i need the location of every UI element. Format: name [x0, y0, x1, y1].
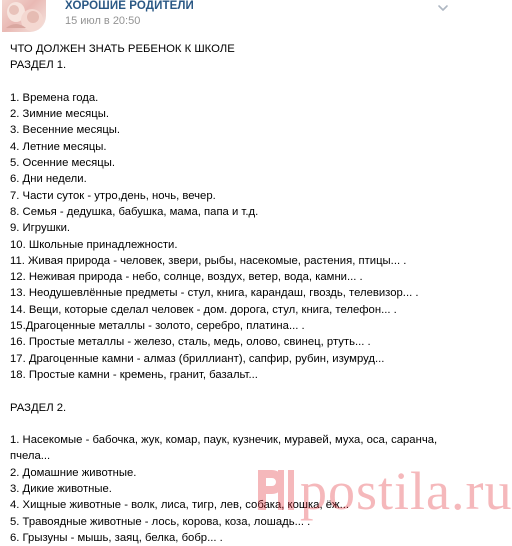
post-text-line: 14. Вещи, которые сделал человек - дом. дорога, стул, книга, телефон... . — [10, 303, 397, 316]
post-text-line: 11. Живая природа - человек, звери, рыбы, насекомые, растения, птицы... . — [10, 254, 407, 267]
post-text-line: 16. Простые металлы - железо, сталь, медь, олово, свинец, ртуть... . — [10, 336, 371, 349]
avatar[interactable] — [2, 0, 46, 32]
post-text-line: 8. Семья - дедушка, бабушка, мама, папа и т.д. — [10, 205, 259, 218]
more-button[interactable] — [432, 2, 454, 16]
post-author-link[interactable]: ХОРОШИЕ РОДИТЕЛИ — [65, 0, 194, 12]
blank-line — [10, 74, 458, 90]
post-text-line: 7. Части суток - утро,день, ночь, вечер. — [10, 189, 216, 202]
post-text-line: пчела... — [10, 450, 51, 463]
post-text-line: 2. Зимние месяцы. — [10, 108, 109, 121]
post-text-line: 9. Игрушки. — [10, 222, 71, 235]
post-text-line: 3. Дикие животные. — [10, 483, 112, 496]
chevron-down-icon — [432, 2, 454, 16]
post-text-line: 2. Домашние животные. — [10, 466, 137, 479]
post-text-line: 4. Летние месяцы. — [10, 140, 107, 153]
post-text-line: 18. Простые камни - кремень, гранит, базальт... — [10, 368, 258, 381]
post-text-line: 5. Травоядные животные - лось, корова, коза, лошадь... . — [10, 515, 311, 528]
post-text-line: 3. Весенние месяцы. — [10, 124, 121, 137]
post-text-line: ЧТО ДОЛЖЕН ЗНАТЬ РЕБЕНОК К ШКОЛЕ — [10, 43, 235, 55]
post-text-line: 4. Хищные животные - волк, лиса, тигр, лев, собака, кошка, ёж... — [10, 499, 349, 512]
post-text-line: 1. Насекомые - бабочка, жук, комар, паук, кузнечик, муравей, муха, оса, саранча, — [10, 434, 438, 447]
post-text-line: 5. Осенние месяцы. — [10, 157, 116, 170]
blank-line — [10, 383, 458, 399]
post-date[interactable]: 15 июл в 20:50 — [65, 15, 141, 27]
post-text-line: 6. Дни недели. — [10, 173, 87, 186]
post-text-line: 1. Времена года. — [10, 91, 99, 104]
avatar-image — [2, 0, 46, 32]
post-text — [10, 41, 458, 546]
blank-line — [10, 416, 458, 432]
post-text-line: 15.Драгоценные металлы - золото, серебро, платина... . — [10, 320, 305, 333]
post-text-line: 13. Неодушевлённые предметы - стул, книга, карандаш, гвоздь, телевизор... . — [10, 287, 419, 300]
post-header — [0, 0, 460, 34]
post-text-line: 17. Драгоценные камни - алмаз (бриллиант), сапфир, рубин, изумруд... — [10, 352, 385, 365]
post-text-line: 12. Неживая природа - небо, солнце, воздух, ветер, вода, камни... . — [10, 271, 363, 284]
watermark-text: postila.ru — [300, 461, 512, 521]
post-text-line: РАЗДЕЛ 2. — [10, 401, 67, 414]
post-text-line: 10. Школьные принадлежности. — [10, 238, 178, 251]
post-text-line: 6. Грызуны - мышь, заяц, белка, бобр... . — [10, 531, 223, 544]
post-text-line: РАЗДЕЛ 1. — [10, 59, 67, 72]
